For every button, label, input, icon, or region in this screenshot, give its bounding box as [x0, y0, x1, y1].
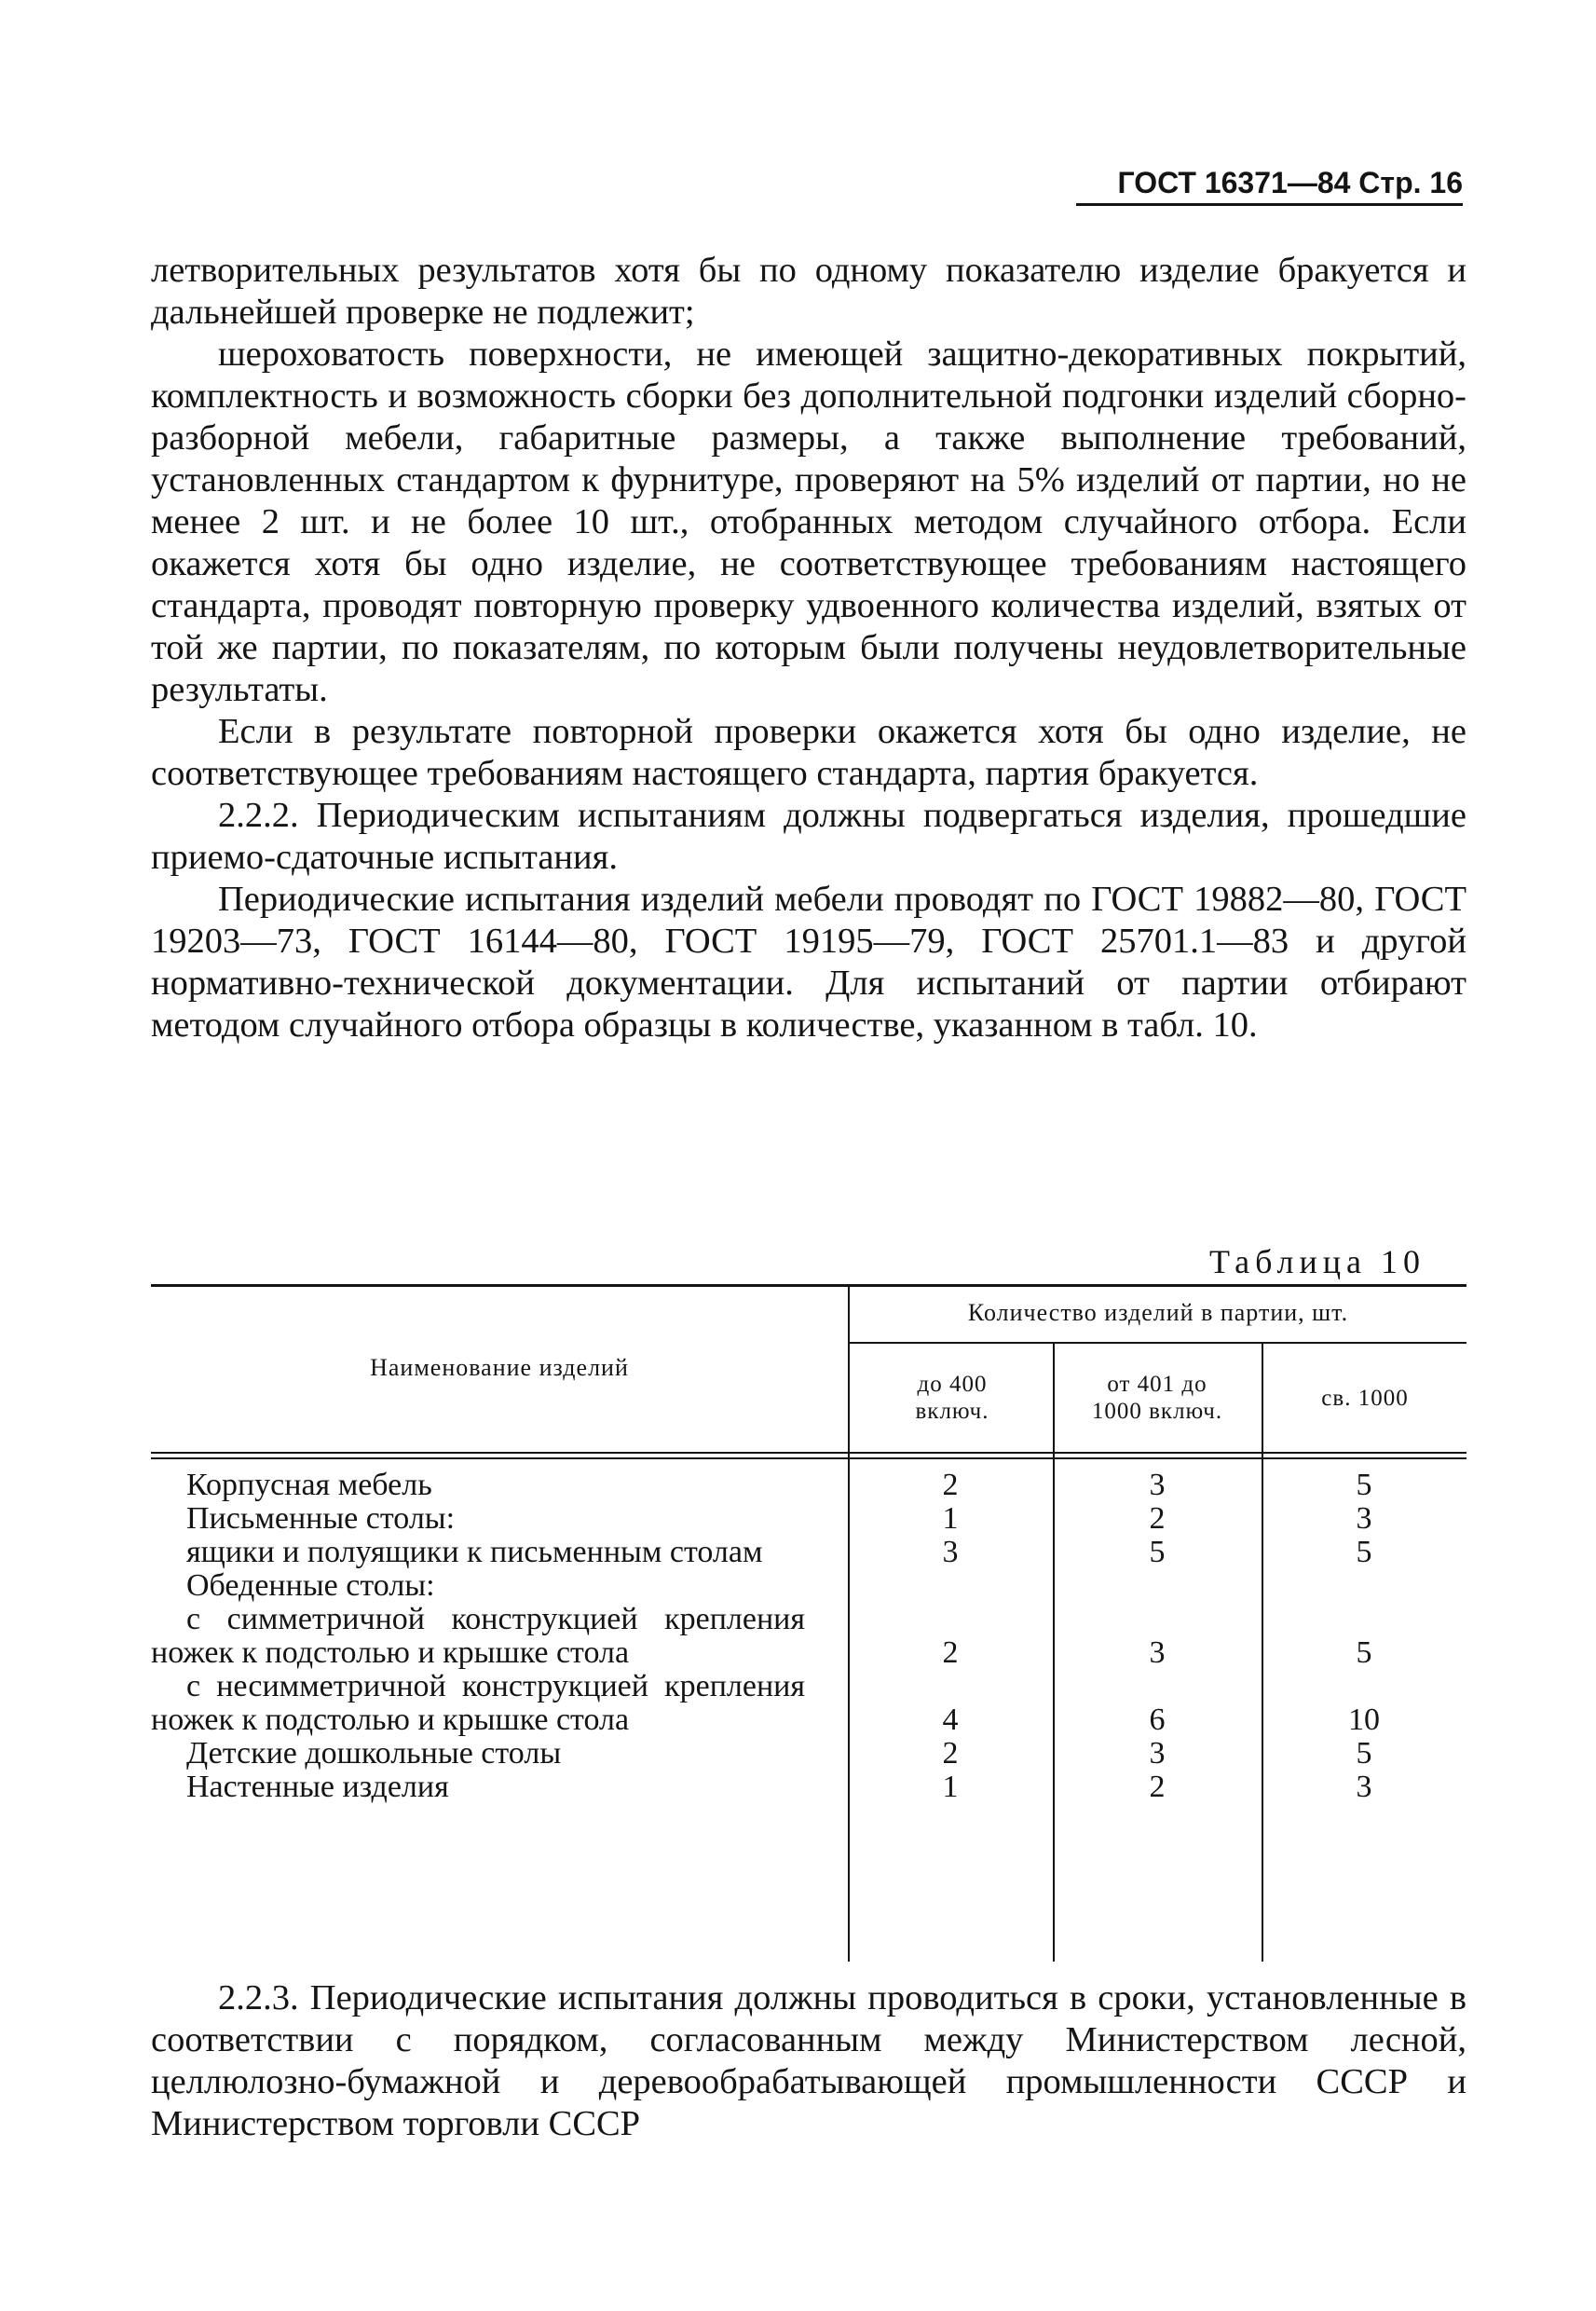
table-row	[151, 1603, 1466, 1670]
quantity-cell: 5	[1149, 1535, 1166, 1569]
quantity-cell: 4	[942, 1702, 959, 1737]
paragraph: шероховатость поверхности, не имеющей защитно-декоративных покрытий, комплектность и возможность сборки без дополнительной подгонки изделий сборно-разборной мебели, габаритные размеры, а также выполнение требований, установленных стандартом к фурнитуре, проверяют на 5% изделий от партии, но не менее 2 шт. и не более 10 шт., отобранных методом случайного отбора. Если окажется хотя бы одно изделие, не соответствующее требованиям настоящего стандарта, проводят повторную проверку удвоенного количества изделий, взятых от той же партии, по показателям, по которым были получены неудовлетворительные результаты.	[151, 335, 1466, 709]
quantity-cell: 2	[942, 1635, 959, 1670]
quantity-cell: 2	[942, 1468, 959, 1502]
body-text	[151, 250, 1466, 1046]
quantity-cell: 3	[1149, 1736, 1166, 1771]
quantity-cell: 3	[1149, 1468, 1166, 1502]
table-row	[151, 1670, 1466, 1737]
header-col-over-1000: св. 1000	[1321, 1385, 1409, 1411]
page-header: ГОСТ 16371—84 Стр. 16	[1117, 166, 1463, 199]
body-text-continued	[151, 1977, 1466, 2145]
header-quantity-group: Количество изделий в партии, шт.	[967, 1299, 1349, 1326]
item-name: с несимметричной конструкцией крепления ножек к подстолью и крышке стола	[151, 1669, 805, 1737]
quantity-cell: 5	[1356, 1736, 1372, 1771]
table-body	[151, 1469, 1466, 1804]
header-rule	[1076, 203, 1463, 206]
quantity-cell: 6	[1149, 1702, 1166, 1737]
quantity-cell: 2	[1149, 1501, 1166, 1536]
item-name: Письменные столы:	[186, 1501, 456, 1536]
paragraph: Периодические испытания изделий мебели проводят по ГОСТ 19882—80, ГОСТ 19203—73, ГОСТ 16144—80, ГОСТ 19195—79, ГОСТ 25701.1—83 и другой нормативно-технической документации. Для испытаний от партии отбирают методом случайного отбора образцы в количестве, указанном в табл. 10.	[151, 880, 1466, 1045]
quantity-cell: 5	[1356, 1468, 1372, 1502]
header-col-up-to-400: до 400 включ.	[915, 1372, 989, 1424]
item-name: с симметричной конструкцией крепления ножек к подстолью и крышке стола	[151, 1602, 805, 1670]
table-header-rule	[151, 1457, 1466, 1459]
table-10	[151, 1284, 1466, 1962]
paragraph: Если в результате повторной проверки окажется хотя бы одно изделие, не соответствующее требованиям настоящего стандарта, партия бракуется.	[151, 712, 1466, 793]
item-name: ящики и полуящики к письменным столам	[186, 1535, 763, 1569]
quantity-cell: 1	[942, 1501, 959, 1536]
header-col-401-1000: от 401 до 1000 включ.	[1091, 1372, 1223, 1424]
quantity-cell: 3	[942, 1535, 959, 1569]
table-row	[151, 1536, 1466, 1569]
quantity-cell: 5	[1356, 1635, 1372, 1670]
quantity-cell: 3	[1356, 1770, 1372, 1804]
quantity-cell: 3	[1149, 1635, 1166, 1670]
item-name: Обеденные столы:	[186, 1568, 435, 1603]
paragraph: 2.2.3. Периодические испытания должны проводиться в сроки, установленные в соответствии с порядком, согласованным между Министерством лесной, целлюлозно-бумажной и деревообрабатывающей промышленности СССР и Министерством торговли СССР	[151, 1978, 1466, 2143]
quantity-cell: 5	[1356, 1535, 1372, 1569]
table-caption: Таблица 10	[1209, 1243, 1425, 1280]
table-row	[151, 1469, 1466, 1502]
quantity-cell: 10	[1348, 1702, 1380, 1737]
table-row	[151, 1771, 1466, 1804]
paragraph: 2.2.2. Периодическим испытаниям должны подвергаться изделия, прошедшие приемо-сдаточные испытания.	[151, 796, 1466, 877]
table-row	[151, 1502, 1466, 1536]
quantity-cell: 1	[942, 1770, 959, 1804]
item-name: Корпусная мебель	[186, 1468, 432, 1502]
quantity-cell: 2	[1149, 1770, 1166, 1804]
table-header-rule	[151, 1452, 1466, 1454]
paragraph: летворительных результатов хотя бы по одному показателю изделие бракуется и дальнейшей проверке не подлежит;	[151, 251, 1466, 332]
table-row	[151, 1569, 1466, 1603]
header-item-name: Наименование изделий	[370, 1354, 629, 1381]
quantity-cell: 3	[1356, 1501, 1372, 1536]
table-row	[151, 1737, 1466, 1771]
item-name: Детские дошкольные столы	[186, 1736, 562, 1771]
quantity-cell: 2	[942, 1736, 959, 1771]
item-name: Настенные изделия	[186, 1770, 449, 1804]
